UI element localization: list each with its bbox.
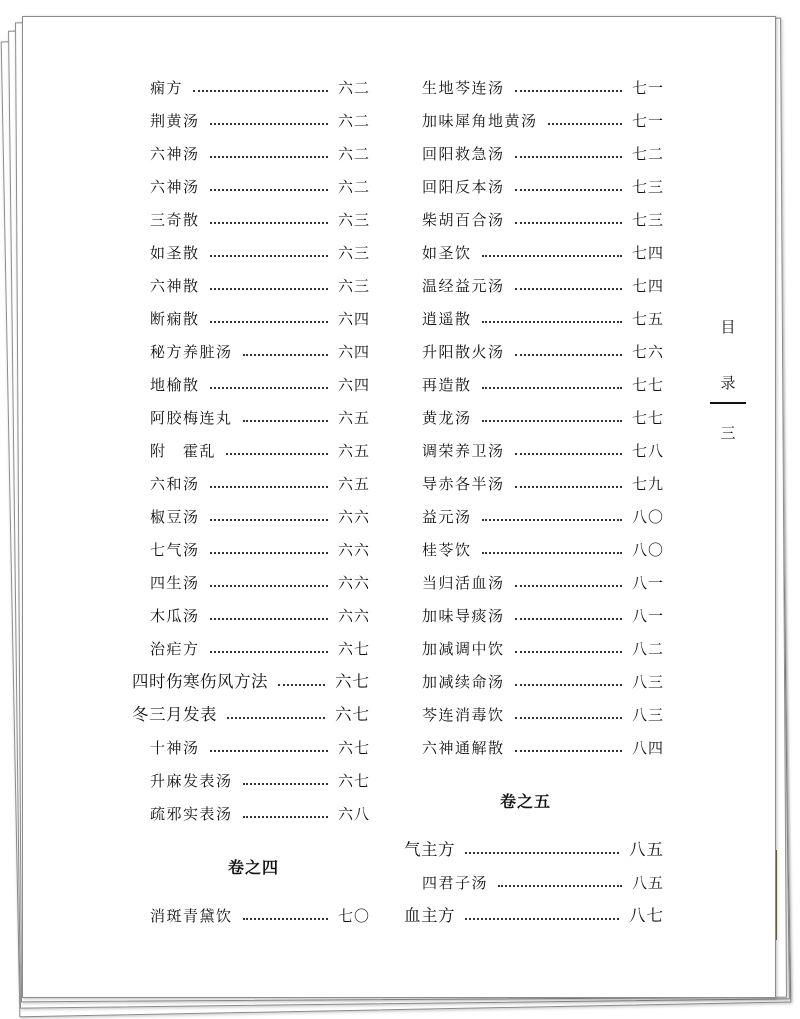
entry-page: 八三	[631, 673, 664, 691]
entry-page: 六六	[337, 541, 370, 559]
entry-page: 七二	[631, 145, 664, 163]
leader-dots	[210, 651, 328, 653]
entry-page: 七六	[631, 343, 664, 361]
leader-dots	[548, 123, 622, 125]
leader-dots	[210, 618, 328, 620]
entry-name: 再造散	[422, 376, 472, 394]
toc-entry	[150, 440, 370, 462]
entry-name: 三奇散	[150, 211, 200, 229]
entry-page: 八〇	[631, 541, 664, 559]
entry-name: 十神汤	[150, 739, 200, 757]
leader-dots	[482, 420, 622, 422]
entry-page: 六二	[337, 178, 370, 196]
toc-entry	[150, 242, 370, 264]
toc-entry	[422, 275, 664, 297]
entry-name: 地榆散	[150, 376, 200, 394]
entry-page: 六四	[337, 310, 370, 328]
entry-name: 阿胶梅连丸	[150, 409, 233, 427]
entry-page: 六五	[337, 442, 370, 460]
leader-dots	[243, 918, 328, 920]
leader-dots	[193, 90, 328, 92]
entry-page: 七四	[631, 244, 664, 262]
entry-name: 当归活血汤	[422, 574, 505, 592]
entry-name: 消斑青黛饮	[150, 907, 233, 925]
entry-name: 疏邪实表汤	[150, 805, 233, 823]
entry-name: 四生汤	[150, 574, 200, 592]
entry-name: 六神通解散	[422, 739, 505, 757]
leader-dots	[515, 618, 622, 620]
toc-entry	[422, 638, 664, 660]
page-number: 三	[720, 424, 736, 442]
toc-entry	[422, 242, 664, 264]
entry-name: 加味导痰汤	[422, 607, 505, 625]
leader-dots	[515, 486, 622, 488]
entry-name: 生地芩连汤	[422, 79, 505, 97]
entry-name: 四君子汤	[422, 874, 489, 892]
entry-page: 七三	[631, 211, 664, 229]
entry-name: 七气汤	[150, 541, 200, 559]
entry-name: 如圣饮	[422, 244, 472, 262]
leader-dots	[515, 222, 622, 224]
entry-page: 八七	[629, 906, 664, 925]
leader-dots	[515, 684, 622, 686]
entry-page: 六四	[337, 376, 370, 394]
toc-entry	[150, 275, 370, 297]
toc-entry-major	[404, 839, 664, 861]
toc-entry	[422, 704, 664, 726]
toc-entry	[150, 572, 370, 594]
entry-name: 冬三月发表	[132, 705, 217, 724]
toc-entry	[422, 872, 664, 894]
toc-entry	[150, 473, 370, 495]
entry-name: 导赤各半汤	[422, 475, 505, 493]
entry-page: 八五	[629, 840, 664, 859]
entry-page: 六七	[335, 705, 370, 724]
entry-name: 血主方	[404, 906, 455, 925]
leader-dots	[210, 255, 328, 257]
entry-page: 六三	[337, 211, 370, 229]
leader-dots	[515, 585, 622, 587]
leader-dots	[210, 519, 328, 521]
entry-page: 六七	[335, 672, 370, 691]
entry-name: 桂苓饮	[422, 541, 472, 559]
leader-dots	[515, 651, 622, 653]
leader-dots	[210, 189, 328, 191]
entry-page: 七七	[631, 376, 664, 394]
toc-entry	[150, 341, 370, 363]
toc-entry	[150, 407, 370, 429]
leader-dots	[482, 387, 622, 389]
entry-name: 四时伤寒伤风方法	[132, 672, 268, 691]
leader-dots	[515, 288, 622, 290]
entry-page: 六六	[337, 508, 370, 526]
toc-entry	[422, 143, 664, 165]
entry-page: 七七	[631, 409, 664, 427]
leader-dots	[498, 885, 622, 887]
entry-name: 温经益元汤	[422, 277, 505, 295]
entry-page: 六五	[337, 475, 370, 493]
leader-dots	[210, 288, 328, 290]
leader-dots	[210, 123, 328, 125]
toc-entry-major	[404, 905, 664, 927]
leader-dots	[515, 717, 622, 719]
toc-entry	[150, 638, 370, 660]
entry-page: 七一	[631, 112, 664, 130]
entry-page: 六六	[337, 574, 370, 592]
entry-name: 六神汤	[150, 145, 200, 163]
toc-entry	[422, 407, 664, 429]
leader-dots	[210, 156, 328, 158]
leader-dots	[278, 684, 325, 686]
leader-dots	[482, 552, 622, 554]
entry-page: 六七	[337, 739, 370, 757]
toc-entry	[150, 539, 370, 561]
toc-entry	[150, 770, 370, 792]
entry-page: 八四	[631, 739, 664, 757]
leader-dots	[210, 486, 328, 488]
leader-dots	[243, 816, 328, 818]
leader-dots	[515, 156, 622, 158]
toc-entry	[422, 110, 664, 132]
entry-name: 升阳散火汤	[422, 343, 505, 361]
entry-name: 调荣养卫汤	[422, 442, 505, 460]
toc-entry	[150, 506, 370, 528]
entry-page: 六二	[337, 79, 370, 97]
entry-name: 柴胡百合汤	[422, 211, 505, 229]
leader-dots	[482, 255, 622, 257]
leader-dots	[515, 453, 622, 455]
entry-name: 回阳救急汤	[422, 145, 505, 163]
leader-dots	[227, 717, 325, 719]
leader-dots	[515, 90, 622, 92]
toc-entry	[422, 308, 664, 330]
toc-entry	[422, 671, 664, 693]
leader-dots	[482, 519, 622, 521]
entry-name: 秘方养脏汤	[150, 343, 233, 361]
toc-entry	[150, 374, 370, 396]
leader-dots	[210, 750, 328, 752]
leader-dots	[226, 453, 328, 455]
entry-page: 六二	[337, 145, 370, 163]
entry-page: 八一	[631, 607, 664, 625]
toc-entry	[422, 440, 664, 462]
toc-entry	[150, 605, 370, 627]
entry-page: 六二	[337, 112, 370, 130]
toc-entry	[422, 77, 664, 99]
entry-name: 芩连消毒饮	[422, 706, 505, 724]
entry-page: 七五	[631, 310, 664, 328]
leader-dots	[515, 189, 622, 191]
toc-entry	[422, 341, 664, 363]
entry-page: 八〇	[631, 508, 664, 526]
leader-dots	[243, 420, 328, 422]
entry-page: 六七	[337, 640, 370, 658]
toc-entry	[150, 143, 370, 165]
leader-dots	[210, 222, 328, 224]
entry-page: 六三	[337, 277, 370, 295]
entry-name: 益元汤	[422, 508, 472, 526]
entry-page: 六七	[337, 772, 370, 790]
leader-dots	[210, 387, 328, 389]
toc-entry	[422, 374, 664, 396]
section-heading-vol4: 卷之四	[228, 858, 280, 877]
leader-dots	[465, 918, 619, 920]
entry-name: 气主方	[404, 840, 455, 859]
running-title-middle: 录	[720, 374, 736, 392]
toc-entry	[422, 506, 664, 528]
leader-dots	[465, 852, 619, 854]
entry-name: 痫方	[150, 79, 184, 97]
toc-entry	[150, 803, 370, 825]
entry-page: 七〇	[337, 907, 370, 925]
entry-name: 荆黄汤	[150, 112, 200, 130]
entry-name: 附 霍乱	[150, 442, 217, 460]
toc-entry	[150, 308, 370, 330]
toc-entry-major	[132, 704, 370, 726]
leader-dots	[243, 354, 328, 356]
entry-name: 六神汤	[150, 178, 200, 196]
entry-page: 八二	[631, 640, 664, 658]
entry-page: 六六	[337, 607, 370, 625]
entry-name: 治疟方	[150, 640, 200, 658]
entry-name: 六神散	[150, 277, 200, 295]
entry-page: 七四	[631, 277, 664, 295]
running-title-rule	[710, 402, 746, 404]
toc-entry	[150, 176, 370, 198]
toc-entry	[150, 77, 370, 99]
toc-entry	[422, 539, 664, 561]
entry-name: 木瓜汤	[150, 607, 200, 625]
leader-dots	[515, 750, 622, 752]
entry-page: 七一	[631, 79, 664, 97]
toc-entry	[422, 209, 664, 231]
entry-name: 加减调中饮	[422, 640, 505, 658]
entry-name: 椒豆汤	[150, 508, 200, 526]
entry-name: 升麻发表汤	[150, 772, 233, 790]
entry-page: 七三	[631, 178, 664, 196]
toc-page	[22, 16, 774, 996]
toc-entry	[422, 572, 664, 594]
toc-entry	[422, 737, 664, 759]
leader-dots	[243, 783, 328, 785]
toc-entry	[150, 209, 370, 231]
entry-page: 八一	[631, 574, 664, 592]
toc-entry	[150, 905, 370, 927]
entry-page: 七八	[631, 442, 664, 460]
leader-dots	[210, 321, 328, 323]
entry-name: 加味犀角地黄汤	[422, 112, 538, 130]
entry-page: 六八	[337, 805, 370, 823]
entry-page: 六四	[337, 343, 370, 361]
entry-page: 七九	[631, 475, 664, 493]
toc-entry	[422, 473, 664, 495]
toc-entry	[422, 176, 664, 198]
entry-name: 黄龙汤	[422, 409, 472, 427]
entry-name: 回阳反本汤	[422, 178, 505, 196]
leader-dots	[515, 354, 622, 356]
leader-dots	[210, 552, 328, 554]
running-title-top: 目	[720, 318, 736, 336]
entry-page: 八三	[631, 706, 664, 724]
toc-entry	[422, 605, 664, 627]
entry-name: 断痫散	[150, 310, 200, 328]
toc-entry-major	[132, 671, 370, 693]
toc-entry	[150, 737, 370, 759]
entry-name: 加减续命汤	[422, 673, 505, 691]
entry-page: 六五	[337, 409, 370, 427]
entry-page: 六三	[337, 244, 370, 262]
entry-name: 如圣散	[150, 244, 200, 262]
entry-name: 逍遥散	[422, 310, 472, 328]
section-heading-vol5: 卷之五	[500, 792, 552, 811]
leader-dots	[482, 321, 622, 323]
leader-dots	[210, 585, 328, 587]
toc-entry	[150, 110, 370, 132]
entry-name: 六和汤	[150, 475, 200, 493]
entry-page: 八五	[631, 874, 664, 892]
